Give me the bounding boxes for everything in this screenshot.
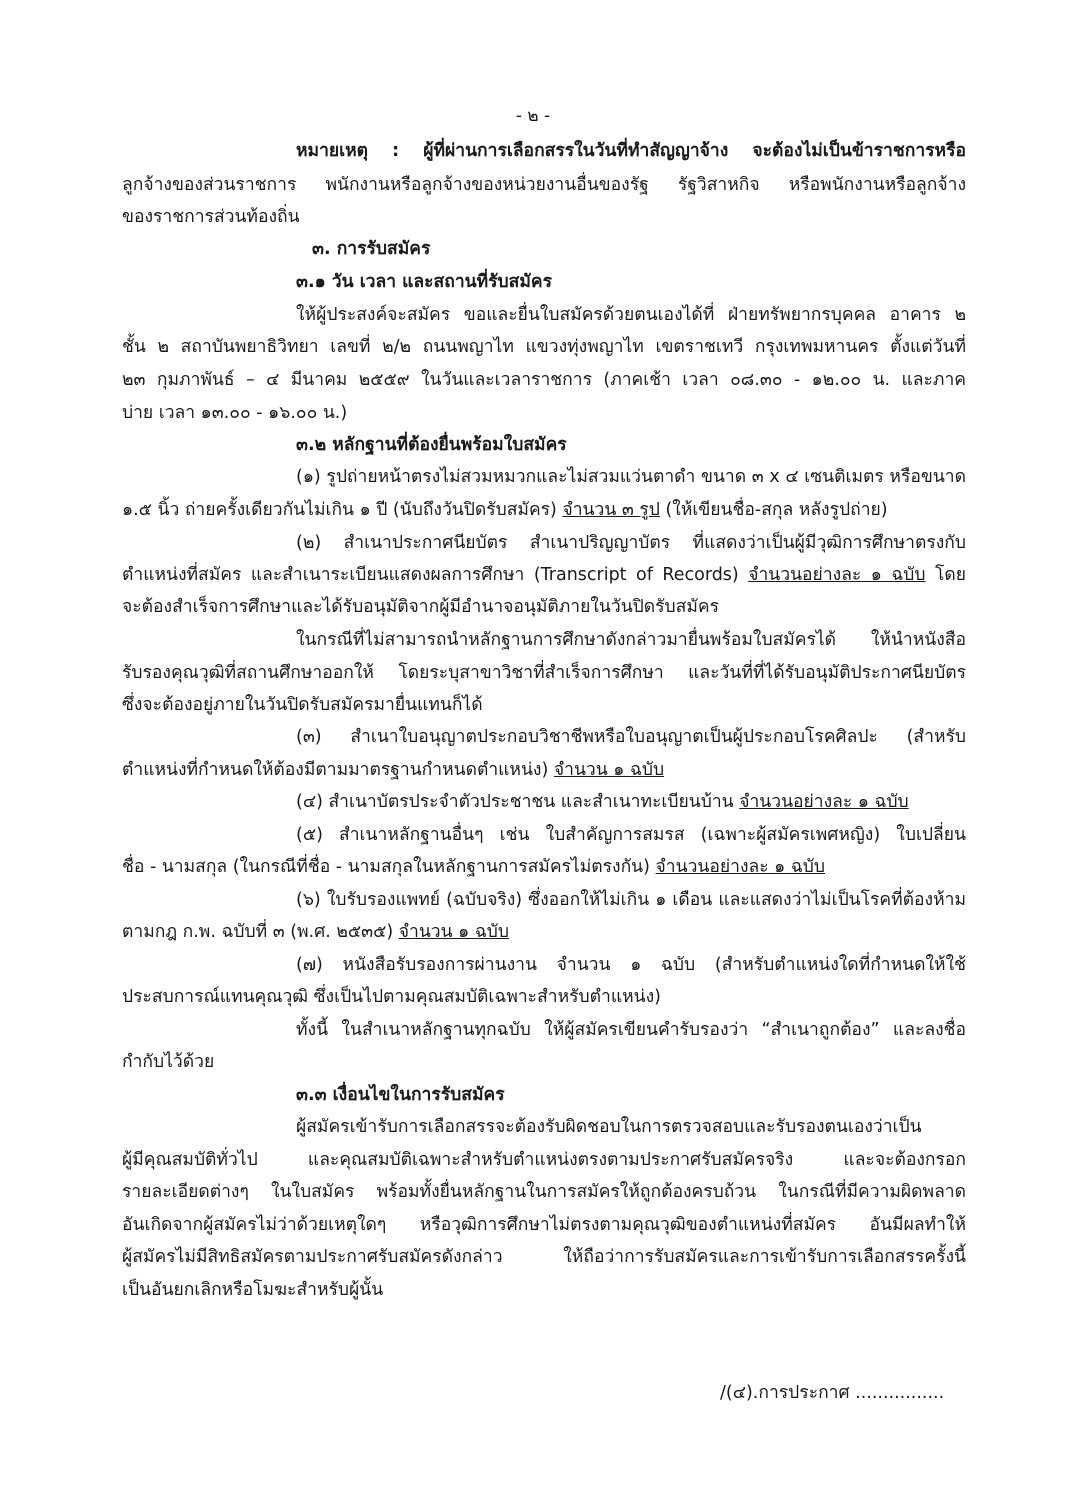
section-3-2-heading: ๓.๒ หลักฐานที่ต้องยื่นพร้อมใบสมัคร [296, 435, 567, 455]
item-1-quantity: จำนวน ๓ รูป [562, 500, 660, 520]
item-7-line-2: ประสบการณ์แทนคุณวุฒิ ซึ่งเป็นไปตามคุณสมบัติเฉพาะสำหรับตำแหน่ง) [122, 987, 661, 1007]
section-3-3-line-1: ผู้สมัครเข้ารับการเลือกสรรจะต้องรับผิดชอบในการตรวจสอบและรับรองตนเองว่าเป็น [296, 1117, 922, 1137]
page-number: - ๒ - [515, 106, 551, 126]
item-4-text: (๔) สำเนาบัตรประจำตัวประชาชน และสำเนาทะเบียนบ้าน [296, 792, 740, 812]
section-3-1-heading: ๓.๑ วัน เวลา และสถานที่รับสมัคร [296, 272, 552, 292]
certify-line-2: กำกับไว้ด้วย [122, 1052, 215, 1072]
item-2-line-2 [122, 562, 966, 588]
item-7-line-1: (๗) หนังสือรับรองการผ่านงาน จำนวน ๑ ฉบับ (สำหรับตำแหน่งใดที่กำหนดให้ใช้ [296, 955, 966, 975]
item-5-text: ชื่อ - นามสกุล (ในกรณีที่ชื่อ - นามสกุลในหลักฐานการสมัครไม่ตรงกัน) [122, 857, 656, 877]
item-1-note: (ให้เขียนชื่อ-สกุล หลังรูปถ่าย) [659, 500, 888, 520]
item-6-quantity: จำนวน ๑ ฉบับ [398, 922, 509, 942]
item-3-line-1: (๓) สำเนาใบอนุญาตประกอบวิชาชีพหรือใบอนุญาตเป็นผู้ประกอบโรคศิลปะ (สำหรับ [296, 727, 966, 747]
item-2-line-1: (๒) สำเนาประกาศนียบัตร สำเนาปริญญาบัตร ที่แสดงว่าเป็นผู้มีวุฒิการศึกษาตรงกับ [296, 533, 966, 553]
item-3-text: ตำแหน่งที่กำหนดให้ต้องมีตามมาตรฐานกำหนดตำแหน่ง) [122, 760, 554, 780]
item-1-text: ๑.๕ นิ้ว ถ่ายครั้งเดียวกันไม่เกิน ๑ ปี (นับถึงวันปิดรับสมัคร) [122, 500, 563, 520]
item-2-quantity: จำนวนอย่างละ ๑ ฉบับ [748, 565, 926, 585]
item-6-line-1: (๖) ใบรับรองแพทย์ (ฉบับจริง) ซึ่งออกให้ไม่เกิน ๑ เดือน และแสดงว่าไม่เป็นโรคที่ต้องห้าม [296, 890, 966, 910]
item-3-line-2 [122, 757, 966, 783]
section-3-3-line-3: รายละเอียดต่างๆ ในใบสมัคร พร้อมทั้งยื่นหลักฐานในการสมัครให้ถูกต้องครบถ้วน ในกรณีที่มีความผิดพลาด [122, 1182, 966, 1202]
item-6-line-2 [122, 919, 966, 945]
section-3-3-line-2: ผู้มีคุณสมบัติทั่วไป และคุณสมบัติเฉพาะสำหรับตำแหน่งตรงตามประกาศรับสมัครจริง และจะต้องกรอก [122, 1150, 966, 1170]
item-3-quantity: จำนวน ๑ ฉบับ [553, 760, 665, 780]
section-3-1-line-4: บ่าย เวลา ๑๓.๐๐ - ๑๖.๐๐ น.) [122, 403, 348, 423]
item-5-line-2 [122, 854, 966, 880]
item-6-text: ตามกฎ ก.พ. ฉบับที่ ๓ (พ.ศ. ๒๕๓๕) [122, 922, 399, 942]
item-1-line-1: (๑) รูปถ่ายหน้าตรงไม่สวมหมวกและไม่สวมแว่นตาดำ ขนาด ๓ x ๔ เซนติเมตร หรือขนาด [296, 467, 966, 487]
note-line-2: ลูกจ้างของส่วนราชการ พนักงานหรือลูกจ้างของหน่วยงานอื่นของรัฐ รัฐวิสาหกิจ หรือพนักงานหรือลูกจ้าง [122, 175, 966, 195]
section-3-3-line-6: เป็นอันยกเลิกหรือโมฆะสำหรับผู้นั้น [122, 1280, 384, 1300]
item-5-quantity: จำนวนอย่างละ ๑ ฉบับ [655, 857, 825, 877]
section-3-1-line-3: ๒๓ กุมภาพันธ์ – ๔ มีนาคม ๒๕๕๙ ในวันและเวลาราชการ (ภาคเช้า เวลา ๐๘.๓๐ - ๑๒.๐๐ น. และภาค [122, 370, 966, 390]
item-2-text: ตำแหน่งที่สมัคร และสำเนาระเบียนแสดงผลการศึกษา (Transcript of Records) [122, 565, 749, 585]
section-3-1-line-2: ชั้น ๒ สถาบันพยาธิวิทยา เลขที่ ๒/๒ ถนนพญาไท แขวงทุ่งพญาไท เขตราชเทวี กรุงเทพมหานคร ตั้งแต่วันที่ [122, 337, 966, 357]
para-line-3: ซึ่งจะต้องอยู่ภายในวันปิดรับสมัครมายื่นแทนก็ได้ [122, 695, 483, 715]
section-3-3-line-4: อันเกิดจากผู้สมัครไม่ว่าด้วยเหตุใดๆ หรือวุฒิการศึกษาไม่ตรงตามคุณวุฒิของตำแหน่งที่สมัคร อันมีผลทำให้ [122, 1215, 966, 1235]
note-line-1 [296, 138, 966, 164]
item-4-quantity: จำนวนอย่างละ ๑ ฉบับ [739, 792, 909, 812]
section-3-3-heading: ๓.๓ เงื่อนไขในการรับสมัคร [296, 1085, 505, 1105]
item-2-tail: โดย [925, 565, 966, 585]
item-1-line-2 [122, 497, 966, 523]
note-label: หมายเหตุ : ผู้ที่ผ่านการเลือกสรรในวันที่ทำสัญญาจ้าง จะต้องไม่เป็นข้าราชการหรือ [296, 141, 966, 161]
item-4-line [296, 789, 966, 815]
para-line-1: ในกรณีที่ไม่สามารถนำหลักฐานการศึกษาดังกล่าวมายื่นพร้อมใบสมัครได้ ให้นำหนังสือ [296, 630, 966, 650]
item-2-line-3: จะต้องสำเร็จการศึกษาและได้รับอนุมัติจากผู้มีอำนาจอนุมัติภายในวันปิดรับสมัคร [122, 597, 719, 617]
para-line-2: รับรองคุณวุฒิที่สถานศึกษาออกให้ โดยระบุสาขาวิชาที่สำเร็จการศึกษา และวันที่ที่ได้รับอนุมัติประกาศนียบัตร [122, 663, 966, 683]
continuation-footer: /(๔).การประกาศ ................ [720, 1383, 945, 1403]
note-line-3: ของราชการส่วนท้องถิ่น [122, 207, 300, 227]
item-5-line-1: (๕) สำเนาหลักฐานอื่นๆ เช่น ใบสำคัญการสมรส (เฉพาะผู้สมัครเพศหญิง) ใบเปลี่ยน [296, 825, 966, 845]
section-3-3-line-5: ผู้สมัครไม่มีสิทธิสมัครตามประกาศรับสมัครดังกล่าว ให้ถือว่าการรับสมัครและการเข้ารับการเลือกสรรครั้งนี้ [122, 1247, 966, 1267]
section-3-1-line-1: ให้ผู้ประสงค์จะสมัคร ขอและยื่นใบสมัครด้วยตนเองได้ที่ ฝ่ายทรัพยากรบุคคล อาคาร ๒ [296, 305, 966, 325]
section-3-heading: ๓. การรับสมัคร [312, 239, 431, 259]
certify-line-1: ทั้งนี้ ในสำเนาหลักฐานทุกฉบับ ให้ผู้สมัครเขียนคำรับรองว่า “สำเนาถูกต้อง” และลงชื่อ [296, 1020, 966, 1040]
